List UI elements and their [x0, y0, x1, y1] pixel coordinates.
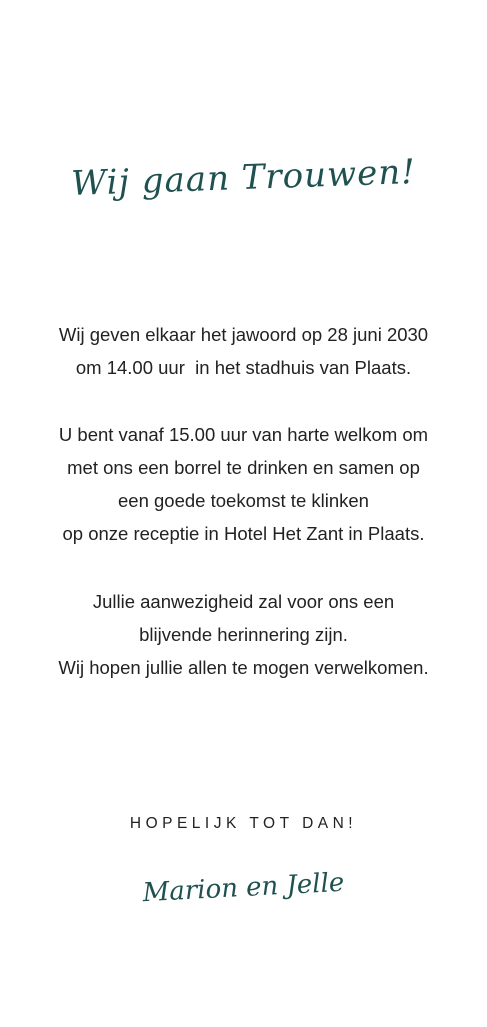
paragraph-line: U bent vanaf 15.00 uur van harte welkom om	[58, 424, 429, 445]
paragraph-line: om 14.00 uur in het stadhuis van Plaats.	[75, 357, 412, 378]
paragraph-line: blijvende herinnering zijn.	[139, 624, 348, 645]
paragraph-reception	[0, 418, 487, 550]
paragraph-line: met ons een borrel te drinken en samen op	[67, 457, 420, 478]
paragraph-welcome	[0, 585, 487, 684]
paragraph-line: op onze receptie in Hotel Het Zant in Plaats.	[62, 523, 425, 544]
paragraph-line: een goede toekomst te klinken	[118, 490, 369, 511]
paragraph-line: Wij geven elkaar het jawoord op 28 juni 2030	[58, 324, 429, 345]
paragraph-line: Jullie aanwezigheid zal voor ons een	[92, 591, 395, 612]
signature-script: Marion en Jelle	[141, 867, 346, 909]
closing-text: HOPELIJK TOT DAN!	[129, 815, 358, 832]
paragraph-ceremony	[0, 318, 487, 384]
heading-script: Wij gaan Trouwen!	[70, 151, 417, 205]
paragraph-line: Wij hopen jullie allen te mogen verwelkomen.	[58, 657, 429, 678]
